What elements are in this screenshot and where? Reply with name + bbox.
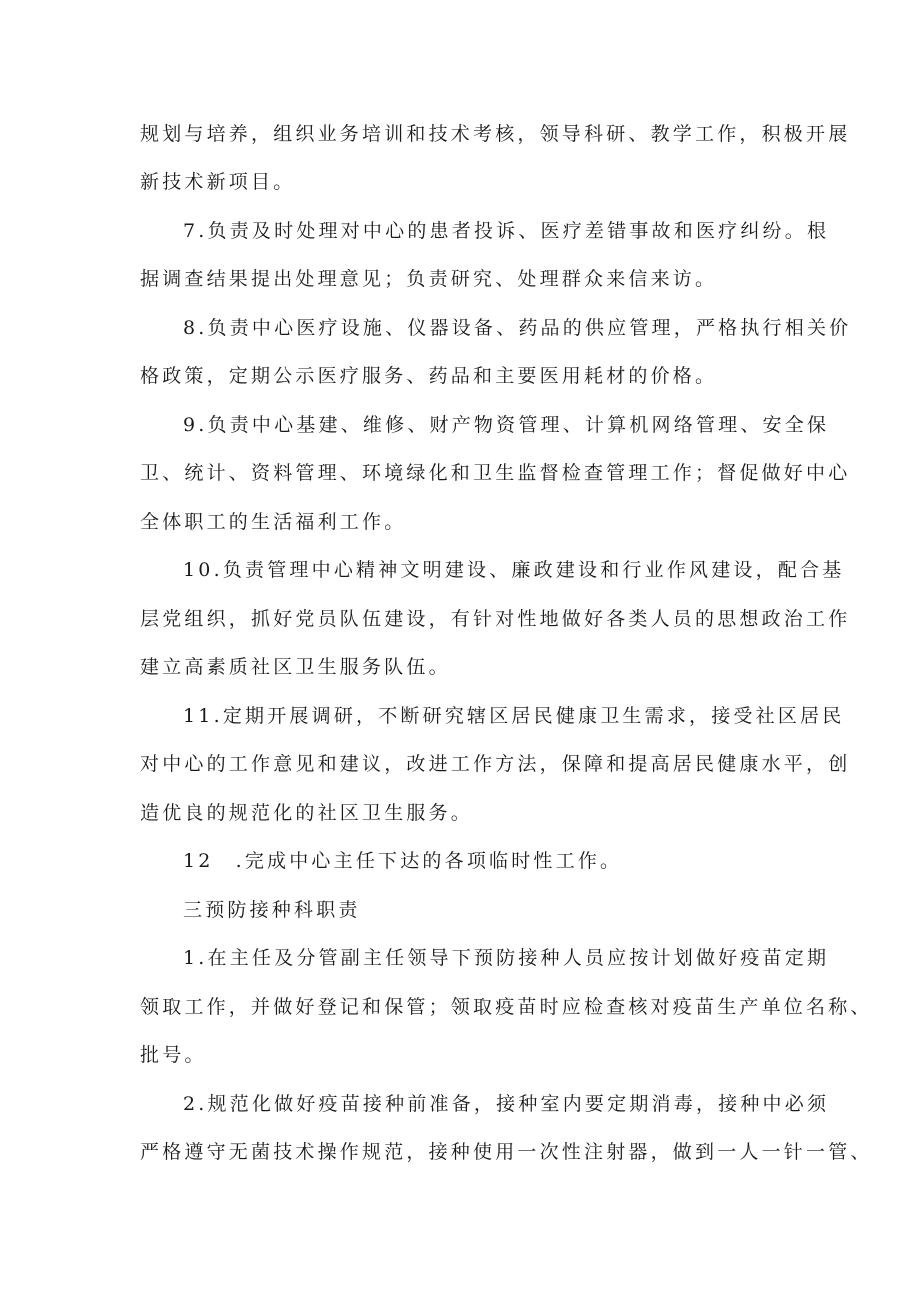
list-item-12-first-line: [183, 848, 622, 874]
text-line: .规范化做好疫苗接种前准备，接种室内要定期消毒，接种中必须: [198, 1093, 830, 1115]
text-line: 造优良的规范化的社区卫生服务。: [140, 802, 474, 824]
text-line: .完成中心主任下达的各项临时性工作。: [235, 850, 623, 872]
list-item-2-first-line: [183, 1091, 829, 1117]
item-number: 7: [183, 220, 199, 242]
list-item-7-first-line: [183, 218, 829, 244]
text-line: .负责中心医疗设施、仪器设备、药品的供应管理，严格执行相关价: [198, 317, 852, 339]
item-number: 11: [183, 705, 214, 727]
item-number: 1: [183, 947, 199, 969]
item-number: 10: [183, 559, 214, 581]
list-item-11-first-line: [183, 703, 844, 729]
text-line: 据调查结果提出处理意见；负责研究、处理群众来信来访。: [140, 268, 718, 290]
text-line: 规划与培养，组织业务培训和技术考核，领导科研、教学工作，积极开展: [140, 123, 851, 145]
text-line: 对中心的工作意见和建议，改进工作方法，保障和提高居民健康水平，创: [140, 753, 851, 775]
text-line: 新技术新项目。: [140, 171, 296, 193]
text-line: .负责中心基建、维修、财产物资管理、计算机网络管理、安全保: [198, 414, 830, 436]
text-line: 格政策，定期公示医疗服务、药品和主要医用耗材的价格。: [140, 365, 718, 387]
item-number: 12: [183, 850, 214, 872]
text-line: 卫、统计、资料管理、环境绿化和卫生监督检查管理工作；督促做好中心: [140, 462, 851, 484]
text-line: 层党组织，抓好党员队伍建设，有针对性地做好各类人员的思想政治工作: [140, 608, 851, 630]
item-number: 8: [183, 317, 199, 339]
text-line: .负责及时处理对中心的患者投诉、医疗差错事故和医疗纠纷。根: [198, 220, 830, 242]
text-line: 领取工作，并做好登记和保管；领取疫苗时应检查核对疫苗生产单位名称、: [140, 996, 873, 1018]
item-number: 2: [183, 1093, 199, 1115]
text-line: 批号。: [140, 1044, 207, 1066]
text-line: 严格遵守无菌技术操作规范，接种使用一次性注射器，做到一人一针一管、: [140, 1141, 873, 1163]
text-line: 建立高素质社区卫生服务队伍。: [140, 656, 451, 678]
text-line: .在主任及分管副主任领导下预防接种人员应按计划做好疫苗定期: [198, 947, 830, 969]
text-line: .负责管理中心精神文明建设、廉政建设和行业作风建设，配合基: [213, 559, 845, 581]
list-item-9-first-line: [183, 412, 829, 438]
section-heading: 三预防接种科职责: [183, 899, 361, 921]
item-number: 9: [183, 414, 199, 436]
list-item-1-first-line: [183, 945, 829, 971]
text-line: .定期开展调研，不断研究辖区居民健康卫生需求，接受社区居民: [213, 705, 845, 727]
list-item-8-first-line: [183, 315, 851, 341]
text-line: 全体职工的生活福利工作。: [140, 511, 407, 533]
list-item-10-first-line: [183, 557, 844, 583]
